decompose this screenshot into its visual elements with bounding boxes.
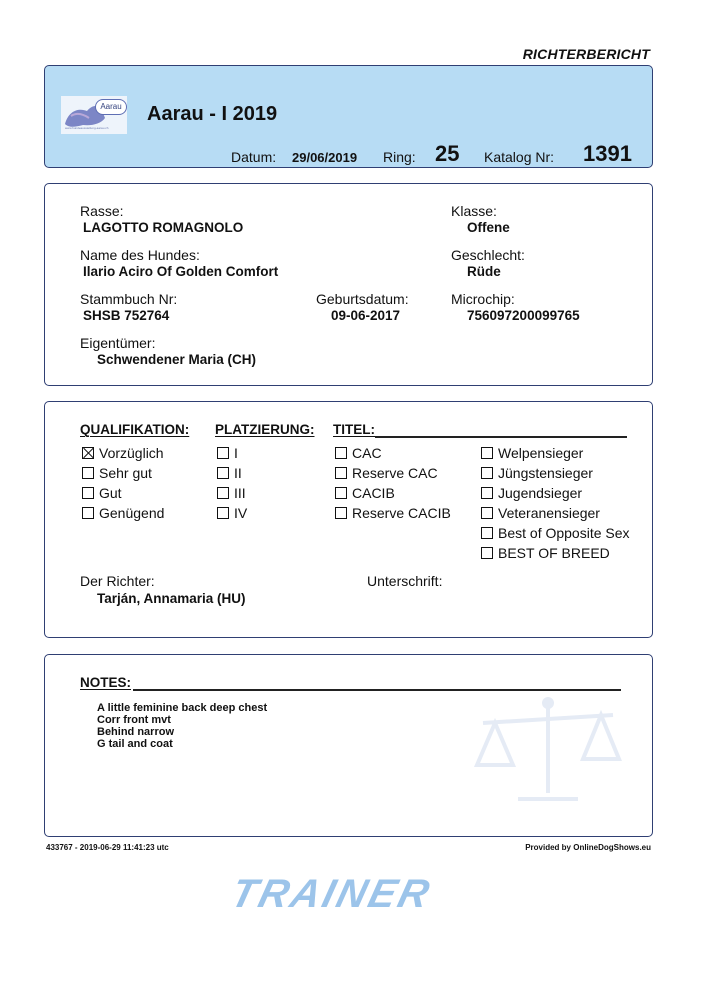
scales-watermark-icon: [473, 693, 623, 811]
catalog-label: Katalog Nr:: [484, 149, 555, 165]
checkbox-icon[interactable]: [335, 467, 347, 479]
logo-caption: www.hundeausstellung-aarau.ch: [65, 126, 109, 130]
note-line: G tail and coat: [97, 738, 173, 750]
microchip-value: 756097200099765: [467, 308, 580, 323]
qualification-option[interactable]: Gut: [82, 485, 164, 505]
qualification-heading: QUALIFIKATION:: [80, 422, 190, 437]
placement-option[interactable]: IV: [217, 505, 247, 525]
catalog-value: 1391: [583, 141, 632, 166]
title-option[interactable]: Veteranensieger: [481, 505, 630, 525]
placement-heading: PLATZIERUNG:: [215, 422, 315, 437]
title-option[interactable]: Reserve CAC: [335, 465, 451, 485]
qualification-option[interactable]: Sehr gut: [82, 465, 164, 485]
sex-label: Geschlecht:: [451, 247, 525, 263]
note-line: A little feminine back deep chest: [97, 702, 268, 714]
title-options-left: [335, 445, 451, 525]
show-logo: [61, 96, 127, 134]
checkbox-icon[interactable]: [481, 527, 493, 539]
checkbox-icon[interactable]: [335, 447, 347, 459]
title-underline: [375, 436, 627, 438]
title-option[interactable]: Best of Opposite Sex: [481, 525, 630, 545]
dog-name-label: Name des Hundes:: [80, 247, 200, 263]
qualification-options: [82, 445, 164, 525]
class-value: Offene: [467, 220, 510, 235]
logo-badge: Aarau: [95, 99, 127, 115]
event-header: [44, 65, 653, 168]
placement-option[interactable]: II: [217, 465, 247, 485]
note-line: Corr front mvt: [97, 714, 171, 726]
awards-panel: [44, 401, 653, 638]
title-heading: TITEL:: [333, 422, 375, 437]
birthdate-value: 09-06-2017: [331, 308, 401, 323]
checkbox-checked-icon[interactable]: [82, 447, 94, 459]
checkbox-icon[interactable]: [217, 507, 229, 519]
notes-underline: [133, 689, 621, 691]
notes-heading: NOTES:: [80, 675, 132, 690]
title-option[interactable]: Jüngstensieger: [481, 465, 630, 485]
checkbox-icon[interactable]: [481, 467, 493, 479]
title-option[interactable]: Jugendsieger: [481, 485, 630, 505]
dog-details-panel: [44, 183, 653, 386]
title-option[interactable]: CAC: [335, 445, 451, 465]
microchip-label: Microchip:: [451, 291, 515, 307]
title-option[interactable]: BEST OF BREED: [481, 545, 630, 565]
trainer-brand-logo: TRAINER: [226, 872, 437, 916]
owner-label: Eigentümer:: [80, 335, 156, 351]
checkbox-icon[interactable]: [82, 467, 94, 479]
ring-label: Ring:: [383, 149, 416, 165]
placement-option[interactable]: III: [217, 485, 247, 505]
judge-label: Der Richter:: [80, 573, 155, 589]
event-title: Aarau - I 2019: [147, 103, 278, 125]
title-options-right: [481, 445, 630, 565]
sex-value: Rüde: [467, 264, 501, 279]
note-line: Behind narrow: [97, 726, 175, 738]
notes-panel: [44, 654, 653, 837]
dog-name-value: Ilario Aciro Of Golden Comfort: [83, 264, 279, 279]
checkbox-icon[interactable]: [217, 487, 229, 499]
breed-value: LAGOTTO ROMAGNOLO: [83, 220, 244, 235]
date-value: 29/06/2019: [292, 150, 358, 165]
checkbox-icon[interactable]: [335, 507, 347, 519]
studbook-label: Stammbuch Nr:: [80, 291, 178, 307]
signature-label: Unterschrift:: [367, 573, 443, 589]
judge-value: Tarján, Annamaria (HU): [97, 591, 246, 606]
title-option[interactable]: Welpensieger: [481, 445, 630, 465]
qualification-option[interactable]: Vorzüglich: [82, 445, 164, 465]
date-label: Datum:: [231, 149, 277, 165]
ring-value: 25: [435, 141, 460, 166]
checkbox-icon[interactable]: [217, 447, 229, 459]
title-option[interactable]: CACIB: [335, 485, 451, 505]
breed-label: Rasse:: [80, 203, 124, 219]
checkbox-icon[interactable]: [481, 487, 493, 499]
checkbox-icon[interactable]: [217, 467, 229, 479]
birthdate-label: Geburtsdatum:: [316, 291, 409, 307]
checkbox-icon[interactable]: [481, 547, 493, 559]
checkbox-icon[interactable]: [82, 487, 94, 499]
checkbox-icon[interactable]: [335, 487, 347, 499]
checkbox-icon[interactable]: [481, 447, 493, 459]
report-title: RICHTERBERICHT: [522, 46, 650, 62]
qualification-option[interactable]: Genügend: [82, 505, 164, 525]
owner-value: Schwendener Maria (CH): [97, 352, 257, 367]
studbook-value: SHSB 752764: [83, 308, 170, 323]
class-label: Klasse:: [451, 203, 497, 219]
notes-text: [97, 702, 267, 750]
placement-option[interactable]: I: [217, 445, 247, 465]
checkbox-icon[interactable]: [82, 507, 94, 519]
report-id-timestamp: 433767 - 2019-06-29 11:41:23 utc: [46, 843, 169, 852]
placement-options: [217, 445, 247, 525]
checkbox-icon[interactable]: [481, 507, 493, 519]
provider-credit: Provided by OnlineDogShows.eu: [525, 843, 651, 852]
title-option[interactable]: Reserve CACIB: [335, 505, 451, 525]
